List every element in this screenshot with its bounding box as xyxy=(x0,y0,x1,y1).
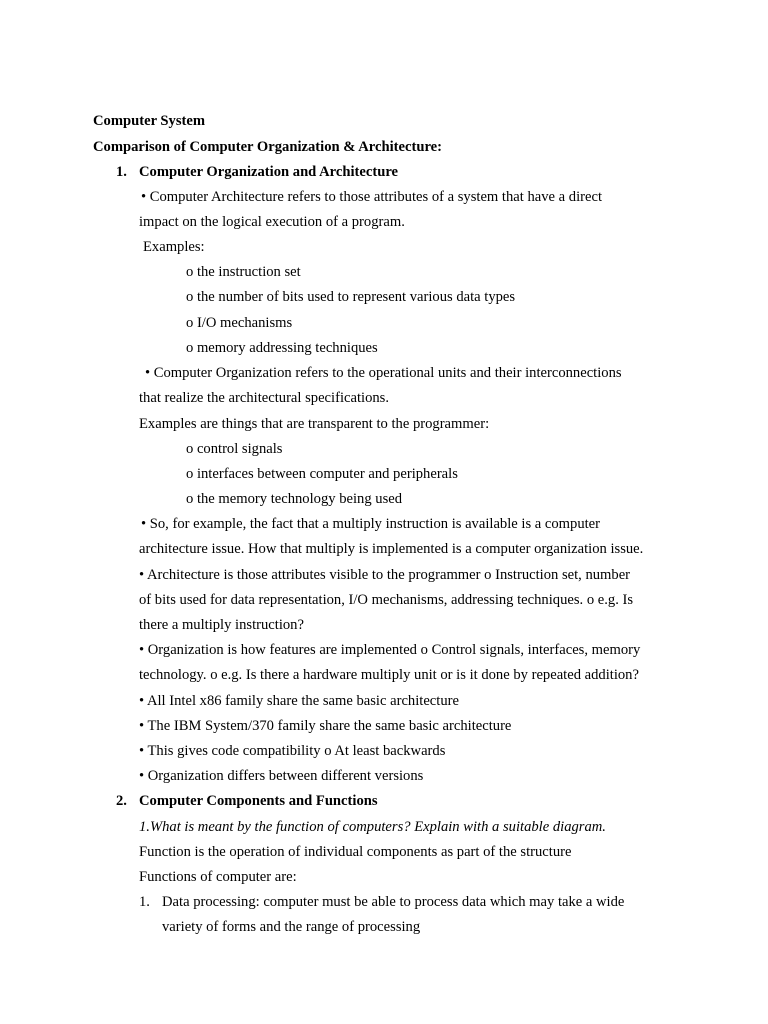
doc-subtitle: Comparison of Computer Organization & Architecture: xyxy=(93,139,442,155)
org-example-item: o the memory technology being used xyxy=(186,491,403,507)
org-examples-label: Examples are things that are transparent to the programmer: xyxy=(139,416,490,432)
list-item-number: 1. xyxy=(139,894,150,910)
arch-example-item: o the number of bits used to represent various data types xyxy=(186,289,516,305)
body-line: • This gives code compatibility o At least backwards xyxy=(139,743,446,759)
question-line: 1.What is meant by the function of computers? Explain with a suitable diagram. xyxy=(139,819,606,835)
arch-definition-line-2: impact on the logical execution of a program. xyxy=(139,214,405,230)
org-example-item: o interfaces between computer and peripherals xyxy=(186,466,458,482)
body-line: technology. o e.g. Is there a hardware multiply unit or is it done by repeated addition? xyxy=(139,667,639,683)
arch-definition-line-1: • Computer Architecture refers to those attributes of a system that have a direct xyxy=(141,189,603,205)
list-item-text: Data processing: computer must be able to process data which may take a wide xyxy=(162,894,625,910)
body-line: • All Intel x86 family share the same basic architecture xyxy=(139,693,459,709)
doc-title: Computer System xyxy=(93,113,206,129)
section-1-heading: Computer Organization and Architecture xyxy=(139,164,399,180)
section-1-number: 1. xyxy=(116,164,127,180)
section-2-heading: Computer Components and Functions xyxy=(139,793,378,809)
body-line: • So, for example, the fact that a multiply instruction is available is a computer xyxy=(141,516,601,532)
body-line: • Organization is how features are implemented o Control signals, interfaces, memory xyxy=(139,642,641,658)
functions-label: Functions of computer are: xyxy=(139,869,297,885)
arch-example-item: o the instruction set xyxy=(186,264,301,280)
body-line: architecture issue. How that multiply is implemented is a computer organization issue. xyxy=(139,541,644,557)
body-line: • The IBM System/370 family share the same basic architecture xyxy=(139,718,512,734)
org-example-item: o control signals xyxy=(186,441,283,457)
org-definition-line-2: that realize the architectural specifications. xyxy=(139,390,389,406)
org-definition-line-1: • Computer Organization refers to the operational units and their interconnections xyxy=(145,365,622,381)
arch-example-item: o I/O mechanisms xyxy=(186,315,293,331)
list-item-text: variety of forms and the range of processing xyxy=(162,919,421,935)
body-line: • Organization differs between different versions xyxy=(139,768,424,784)
body-line: of bits used for data representation, I/O mechanisms, addressing techniques. o e.g. Is xyxy=(139,592,634,608)
section-2-number: 2. xyxy=(116,793,127,809)
body-line: • Architecture is those attributes visible to the programmer o Instruction set, number xyxy=(139,567,631,583)
examples-label: Examples: xyxy=(143,239,205,255)
function-definition: Function is the operation of individual components as part of the structure xyxy=(139,844,572,860)
arch-example-item: o memory addressing techniques xyxy=(186,340,378,356)
body-line: there a multiply instruction? xyxy=(139,617,304,633)
